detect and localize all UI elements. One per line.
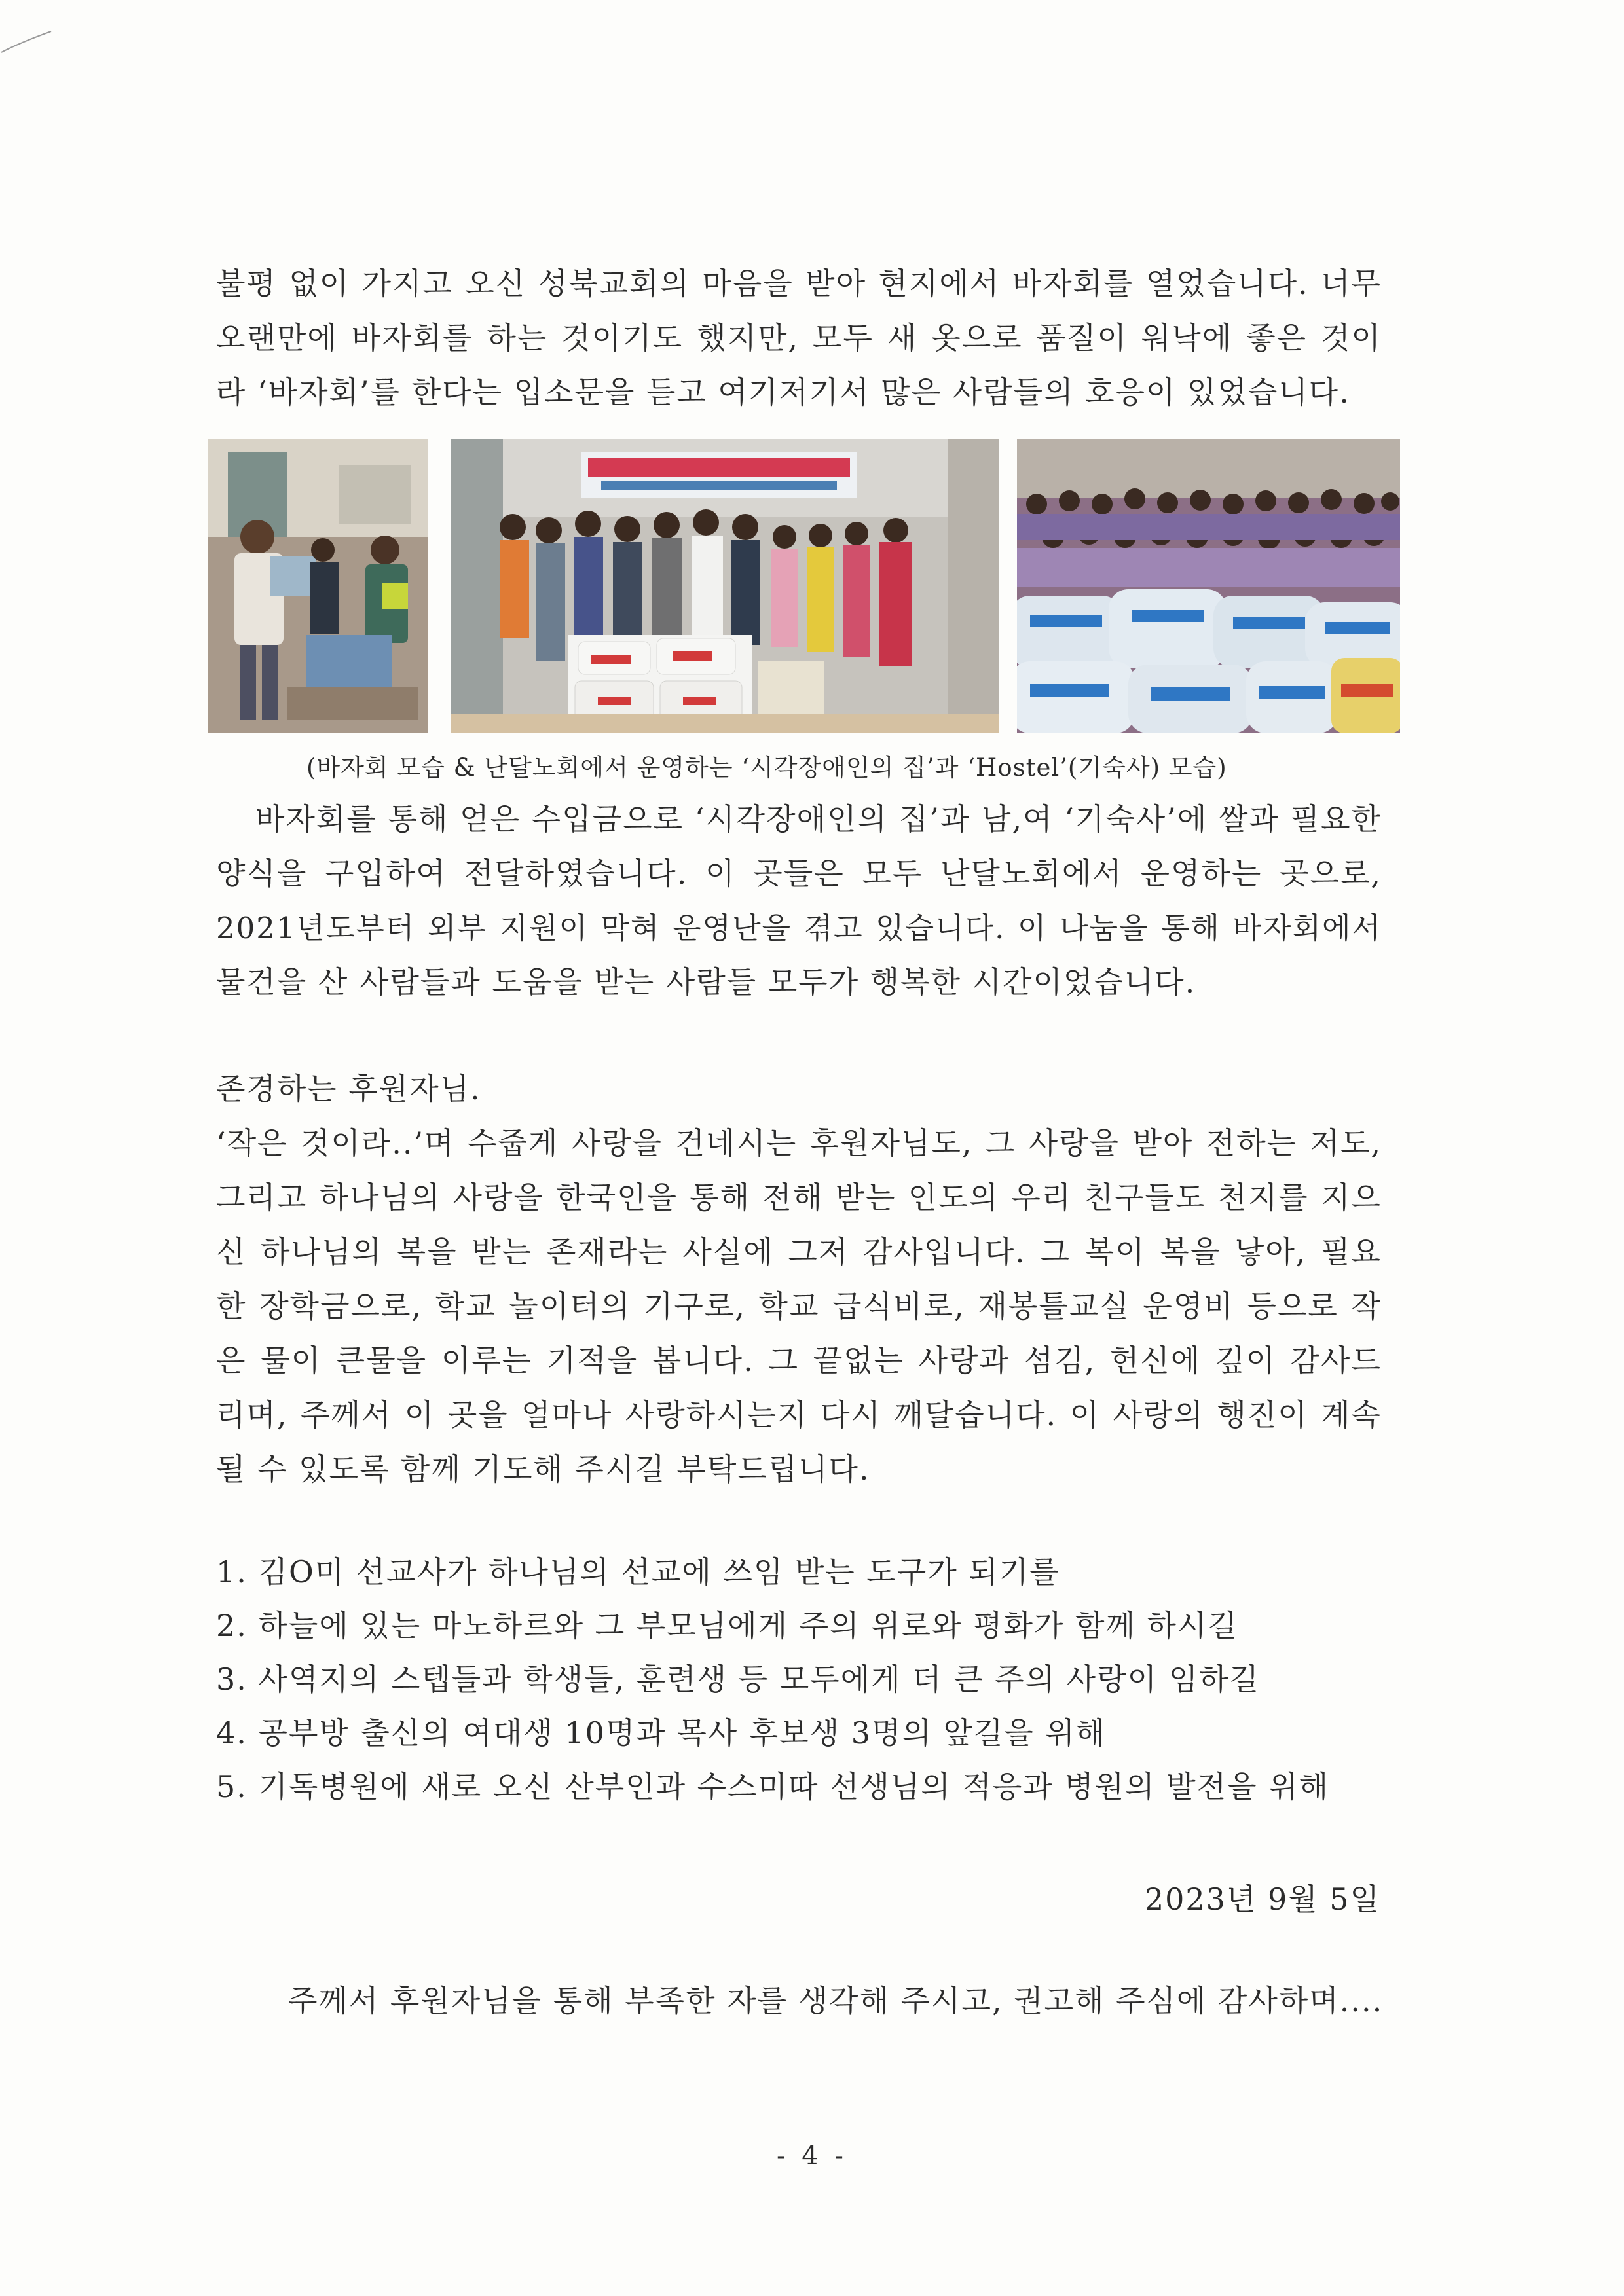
bazaar-photo: [208, 439, 428, 733]
greeting-line: 리며, 주께서 이 곳을 얼마나 사랑하시는지 다시 깨달습니다. 이 사랑의 행진이 계속: [216, 1397, 1382, 1432]
greeting-line: 은 물이 큰물을 이루는 기적을 봅니다. 그 끝없는 사랑과 섬김, 헌신에 깊이 감사드: [216, 1343, 1382, 1378]
income-line: 양식을 구입하여 전달하였습니다. 이 곳들은 모두 난달노회에서 운영하는 곳으로,: [216, 856, 1382, 891]
letter-date: 2023년 9월 5일: [1144, 1882, 1380, 1917]
prayer-item: 2. 하늘에 있는 마노하르와 그 부모님에게 주의 위로와 평화가 함께 하시길: [216, 1608, 1238, 1643]
income-paragraph: [216, 792, 1382, 1010]
greeting-line: 그리고 하나님의 사랑을 한국인을 통해 전해 받는 인도의 우리 친구들도 천지를 지으: [216, 1180, 1382, 1215]
prayer-item: 4. 공부방 출신의 여대생 10명과 목사 후보생 3명의 앞길을 위해: [216, 1715, 1107, 1751]
greeting-line: 될 수 있도록 함께 기도해 주시길 부탁드립니다.: [216, 1451, 870, 1487]
page-number: - 4 -: [777, 2141, 847, 2171]
prayer-list: [216, 1545, 1329, 1813]
photo-strip: [208, 439, 1400, 733]
greeting-line: ‘작은 것이라..’며 수줍게 사랑을 건네시는 후원자님도, 그 사랑을 받아 전하는 저도,: [216, 1125, 1382, 1161]
intro-line: 라 ‘바자회’를 한다는 입소문을 듣고 여기저기서 많은 사람들의 호응이 있었습니다.: [216, 374, 1350, 410]
intro-line: 오랜만에 바자회를 하는 것이기도 했지만, 모두 새 옷으로 품질이 워낙에 좋은 것이: [216, 320, 1382, 355]
greeting-line: 신 하나님의 복을 받는 존재라는 사실에 그저 감사입니다. 그 복이 복을 낳아, 필요: [216, 1234, 1382, 1269]
greeting-paragraph: [216, 1062, 1382, 1497]
income-line: 바자회를 통해 얻은 수입금으로 ‘시각장애인의 집’과 남,여 ‘기숙사’에 쌀과 필요한: [255, 801, 1382, 837]
prayer-item: 5. 기독병원에 새로 오신 산부인과 수스미따 선생님의 적응과 병원의 발전을 위해: [216, 1769, 1330, 1804]
group-rice-photo: [451, 439, 999, 733]
closing-line: 주께서 후원자님을 통해 부족한 자를 생각해 주시고, 권고해 주심에 감사하며....: [288, 1983, 1384, 2018]
income-line: 물건을 산 사람들과 도움을 받는 사람들 모두가 행복한 시간이었습니다.: [216, 964, 1196, 1000]
scan-mark: [0, 20, 59, 59]
photo-caption: (바자회 모습 & 난달노회에서 운영하는 ‘시각장애인의 집’과 ‘Hostel’(기숙사) 모습): [306, 754, 1227, 782]
hostel-photo: [1017, 439, 1400, 733]
income-line: 2021년도부터 외부 지원이 막혀 운영난을 겪고 있습니다. 이 나눔을 통해 바자회에서: [216, 911, 1382, 945]
greeting-line: 한 장학금으로, 학교 놀이터의 기구로, 학교 급식비로, 재봉틀교실 운영비 등으로 작: [216, 1288, 1382, 1324]
prayer-item: 3. 사역지의 스텝들과 학생들, 훈련생 등 모두에게 더 큰 주의 사랑이 임하길: [216, 1662, 1260, 1697]
prayer-item: 1. 김O미 선교사가 하나님의 선교에 쓰임 받는 도구가 되기를: [216, 1554, 1060, 1590]
intro-line: 불평 없이 가지고 오신 성북교회의 마음을 받아 현지에서 바자회를 열었습니다. 너무: [216, 266, 1382, 301]
intro-paragraph: [216, 257, 1382, 420]
greeting-salutation: 존경하는 후원자님.: [216, 1071, 481, 1106]
